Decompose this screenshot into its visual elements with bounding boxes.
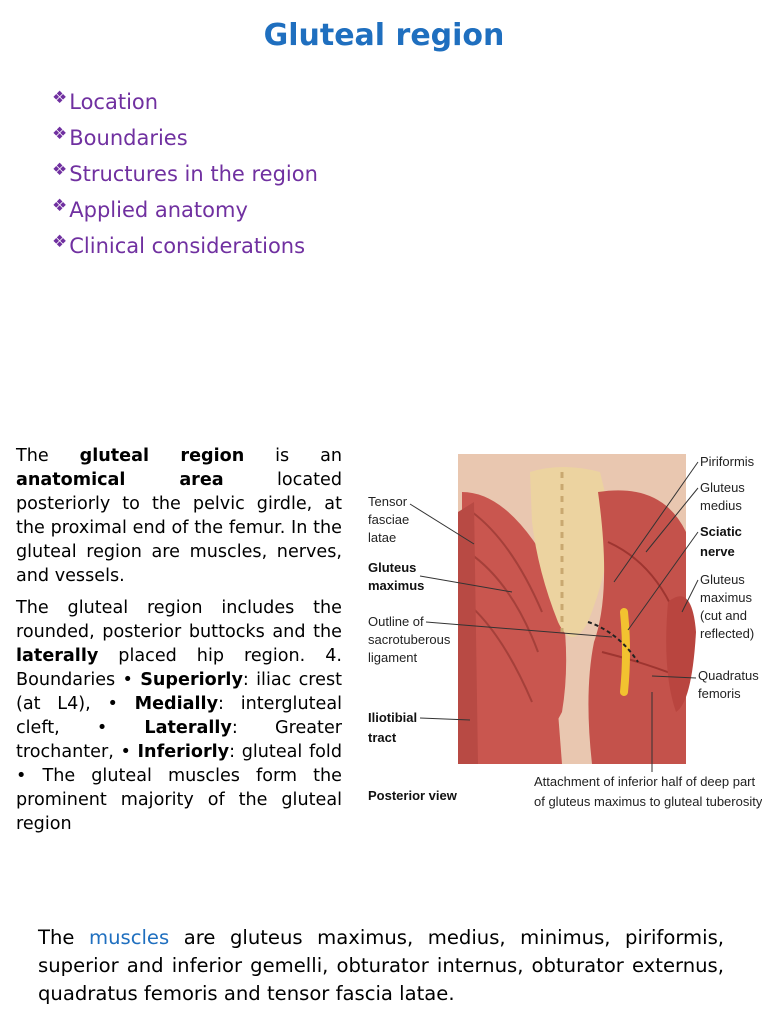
bold-term: Inferiorly bbox=[137, 742, 230, 762]
text-run: placed hip region. 4. Boundaries • bbox=[16, 646, 342, 690]
text-run: are gluteus maximus, medius, minimus, piriformis, superior and inferior gemelli, obturator internus, obturator externus, quadratus femoris and tensor fascia latae. bbox=[38, 926, 724, 1005]
label-gluteus-maximus-reflected: maximus bbox=[700, 590, 753, 605]
label-tensor: Tensor bbox=[368, 494, 408, 509]
label-outline: sacrotuberous bbox=[368, 632, 451, 647]
diamond-cluster-icon: ❖ bbox=[52, 160, 68, 180]
label-quadratus-femoris: femoris bbox=[698, 686, 741, 701]
label-attachment: Attachment of inferior half of deep part bbox=[534, 774, 756, 789]
text-run: The gluteal region includes the rounded, posterior buttocks and the bbox=[16, 598, 342, 642]
label-sciatic-nerve: nerve bbox=[700, 544, 735, 559]
label-gluteus-maximus-reflected: (cut and bbox=[700, 608, 747, 623]
bold-term: Medially bbox=[134, 694, 219, 714]
list-item-label: Structures in the region bbox=[69, 162, 318, 186]
list-item-label: Location bbox=[69, 90, 159, 114]
description-text bbox=[16, 444, 342, 844]
label-gluteus-medius: Gluteus bbox=[700, 480, 745, 495]
list-item bbox=[52, 194, 318, 230]
text-run: : gluteal fold • The gluteal muscles form the prominent majority of the gluteal region bbox=[16, 742, 342, 834]
diamond-cluster-icon: ❖ bbox=[52, 88, 68, 108]
label-gluteus-maximus-reflected: Gluteus bbox=[700, 572, 745, 587]
label-quadratus-femoris: Quadratus bbox=[698, 668, 759, 683]
text-run: located posteriorly to the pelvic girdle, at the proximal end of the femur. In the gluteal region are muscles, nerves, and vessels. bbox=[16, 470, 342, 586]
muscles-link[interactable]: muscles bbox=[88, 926, 170, 949]
text-run: The bbox=[16, 446, 80, 466]
label-gluteus-medius: medius bbox=[700, 498, 742, 513]
label-gluteus-maximus: Gluteus bbox=[368, 560, 417, 575]
label-tensor: fasciae bbox=[368, 512, 410, 527]
muscles-paragraph bbox=[38, 924, 724, 1008]
list-item bbox=[52, 86, 318, 122]
text-run: : iliac crest (at L4), • bbox=[16, 670, 343, 714]
list-item-label: Clinical considerations bbox=[69, 234, 306, 258]
page-title: Gluteal region bbox=[263, 18, 505, 53]
label-outline: Outline of bbox=[368, 614, 424, 629]
label-iliotibial: Iliotibial bbox=[368, 710, 418, 725]
sciatic-nerve-shape bbox=[624, 612, 626, 692]
text-run: The bbox=[38, 926, 89, 949]
topic-list bbox=[52, 86, 318, 266]
list-item bbox=[52, 122, 318, 158]
label-piriformis: Piriformis bbox=[700, 454, 755, 469]
boundaries-paragraph bbox=[16, 596, 342, 836]
anatomy-figure bbox=[362, 452, 762, 822]
label-outline: ligament bbox=[368, 650, 418, 665]
diamond-cluster-icon: ❖ bbox=[52, 196, 68, 216]
list-item-label: Applied anatomy bbox=[69, 198, 248, 222]
label-attachment: of gluteus maximus to gluteal tuberosity bbox=[534, 794, 762, 809]
bold-term: Laterally bbox=[144, 718, 232, 738]
label-iliotibial: tract bbox=[368, 730, 397, 745]
text-run: : intergluteal cleft, • bbox=[16, 694, 342, 738]
bold-term: Superiorly bbox=[140, 670, 243, 690]
label-gluteus-maximus-reflected: reflected) bbox=[700, 626, 755, 641]
diamond-cluster-icon: ❖ bbox=[52, 124, 68, 144]
text-run: : Greater trochanter, • bbox=[16, 718, 342, 762]
list-item bbox=[52, 230, 318, 266]
bold-term: laterally bbox=[16, 646, 99, 666]
diamond-cluster-icon: ❖ bbox=[52, 232, 68, 252]
list-item bbox=[52, 158, 318, 194]
label-gluteus-maximus: maximus bbox=[368, 578, 425, 593]
bold-term: gluteal region bbox=[79, 446, 245, 466]
definition-paragraph bbox=[16, 444, 342, 588]
bold-term: anatomical area bbox=[16, 470, 224, 490]
list-item-label: Boundaries bbox=[69, 126, 188, 150]
text-run: is an bbox=[244, 446, 342, 466]
label-tensor: latae bbox=[368, 530, 397, 545]
label-posterior-view: Posterior view bbox=[368, 788, 457, 803]
label-sciatic-nerve: Sciatic bbox=[700, 524, 742, 539]
gluteal-illustration bbox=[362, 452, 762, 822]
